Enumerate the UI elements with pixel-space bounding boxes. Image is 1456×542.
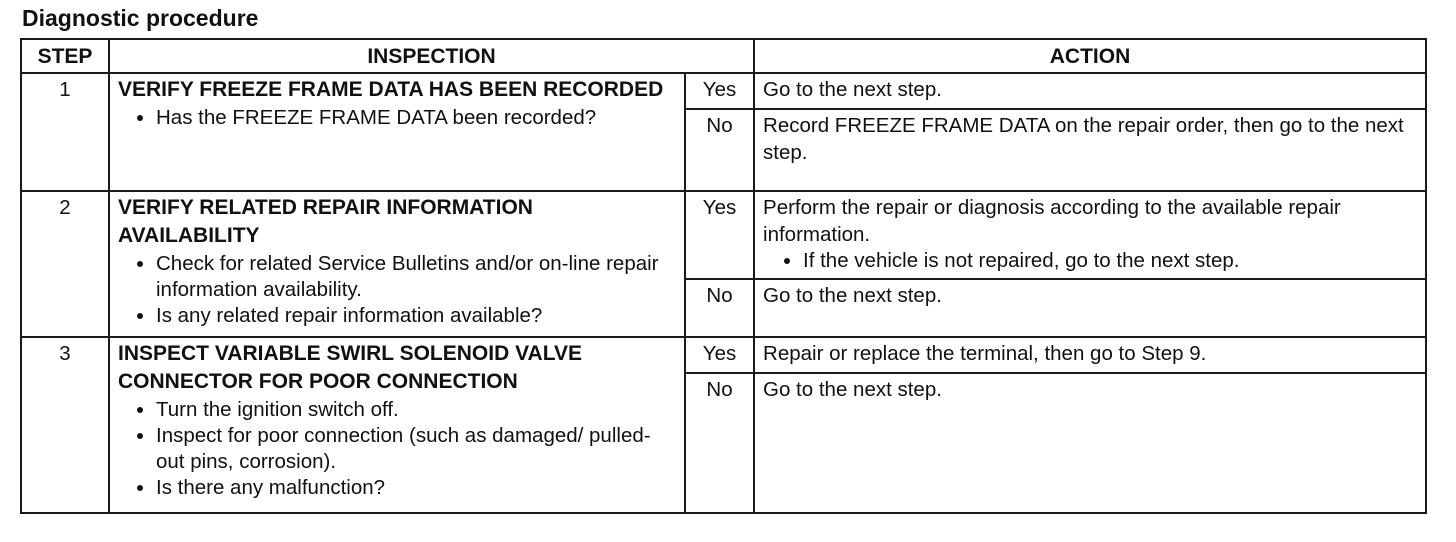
yes-action: Go to the next step. [754, 73, 1426, 109]
header-action: ACTION [754, 39, 1426, 73]
table-row [21, 73, 1426, 109]
inspection-bullet: • Has the FREEZE FRAME DATA been recorded? [156, 105, 674, 131]
inspection-bullets [118, 251, 674, 329]
inspection-title: VERIFY FREEZE FRAME DATA HAS BEEN RECORDED [118, 78, 664, 101]
yes-label: Yes [685, 337, 754, 373]
document-title: Diagnostic procedure [22, 5, 259, 31]
header-row [21, 39, 1426, 73]
inspection-cell [109, 191, 685, 337]
inspection-title: INSPECT VARIABLE SWIRL SOLENOID VALVE CONNECTOR FOR POOR CONNECTION [118, 342, 582, 393]
diagnostic-table [20, 38, 1427, 514]
table-row [21, 191, 1426, 279]
inspection-bullets [118, 105, 674, 131]
no-action: Go to the next step. [754, 279, 1426, 337]
inspection-bullet: • Inspect for poor connection (such as damaged/ pulled-out pins, corrosion). [156, 423, 674, 475]
header-inspection: INSPECTION [109, 39, 754, 73]
no-action: Record FREEZE FRAME DATA on the repair order, then go to the next step. [754, 109, 1426, 191]
yes-action: Repair or replace the terminal, then go to Step 9. [754, 337, 1426, 373]
inspection-cell [109, 337, 685, 513]
yes-label: Yes [685, 191, 754, 279]
yes-action-cell [754, 191, 1426, 279]
no-label: No [685, 373, 754, 513]
inspection-bullet: • Check for related Service Bulletins and/or on-line repair information availability. [156, 251, 674, 303]
header-step: STEP [21, 39, 109, 73]
yes-action: Perform the repair or diagnosis according to the available repair information. [763, 196, 1341, 246]
inspection-bullet: • Turn the ignition switch off. [156, 397, 674, 423]
step-number: 3 [21, 337, 109, 513]
inspection-bullets [118, 397, 674, 501]
inspection-title: VERIFY RELATED REPAIR INFORMATION AVAILABILITY [118, 196, 533, 247]
step-number: 2 [21, 191, 109, 337]
yes-label: Yes [685, 73, 754, 109]
inspection-cell [109, 73, 685, 191]
no-label: No [685, 279, 754, 337]
no-action: Go to the next step. [754, 373, 1426, 513]
no-label: No [685, 109, 754, 191]
action-bullet: • If the vehicle is not repaired, go to the next step. [803, 248, 1417, 274]
inspection-bullet: • Is any related repair information available? [156, 303, 674, 329]
inspection-bullet: • Is there any malfunction? [156, 475, 674, 501]
action-bullets [763, 248, 1417, 274]
table-row [21, 337, 1426, 373]
step-number: 1 [21, 73, 109, 191]
